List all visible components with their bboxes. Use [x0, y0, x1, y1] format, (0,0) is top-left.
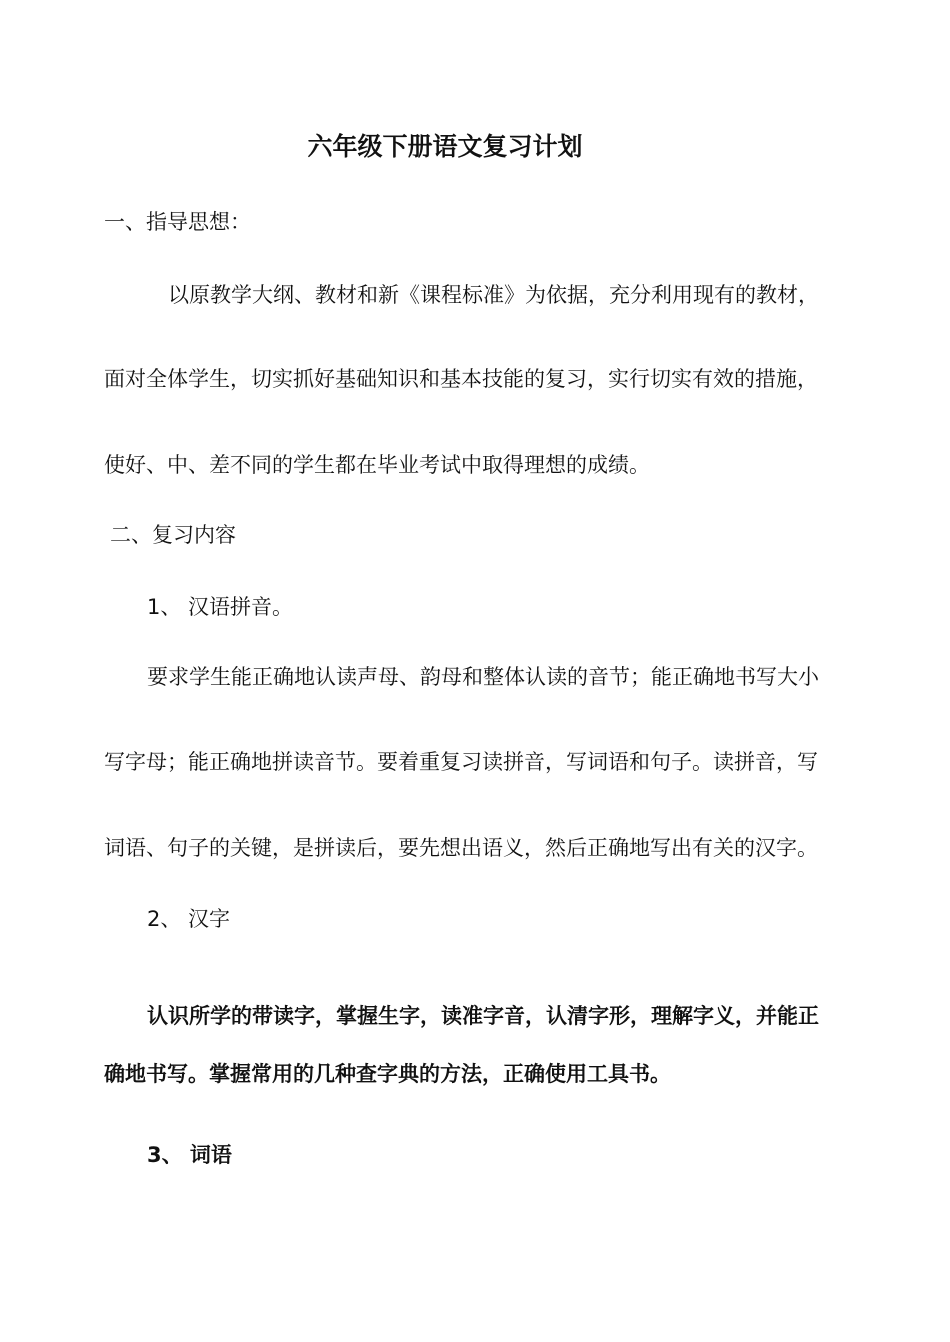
- document-title: 六年级下册语文复习计划: [307, 132, 583, 161]
- paragraph-line: 面对全体学生，切实抓好基础知识和基本技能的复习，实行切实有效的措施，: [104, 367, 818, 391]
- item-heading-pinyin: 1、 汉语拼音。: [147, 595, 294, 619]
- paragraph-line: 以原教学大纲、教材和新《课程标准》为依据，充分利用现有的教材，: [168, 283, 819, 307]
- paragraph-line: 写字母；能正确地拼读音节。要着重复习读拼音，写词语和句子。读拼音，写: [104, 750, 818, 774]
- paragraph-line-bold: 认识所学的带读字，掌握生字，读准字音，认清字形，理解字义，并能正: [147, 1004, 819, 1028]
- section-heading-guiding-ideology: 一、指导思想：: [104, 210, 251, 234]
- paragraph-line-bold: 确地书写。掌握常用的几种查字典的方法，正确使用工具书。: [104, 1062, 671, 1086]
- paragraph-line: 使好、中、差不同的学生都在毕业考试中取得理想的成绩。: [104, 453, 650, 477]
- item-heading-vocabulary: 3、 词语: [147, 1143, 232, 1167]
- paragraph-line: 词语、句子的关键，是拼读后，要先想出语义，然后正确地写出有关的汉字。: [104, 836, 818, 860]
- paragraph-line: 要求学生能正确地认读声母、韵母和整体认读的音节；能正确地书写大小: [147, 665, 819, 689]
- section-heading-review-content: 二、复习内容: [110, 523, 236, 547]
- item-heading-characters: 2、 汉字: [147, 907, 231, 931]
